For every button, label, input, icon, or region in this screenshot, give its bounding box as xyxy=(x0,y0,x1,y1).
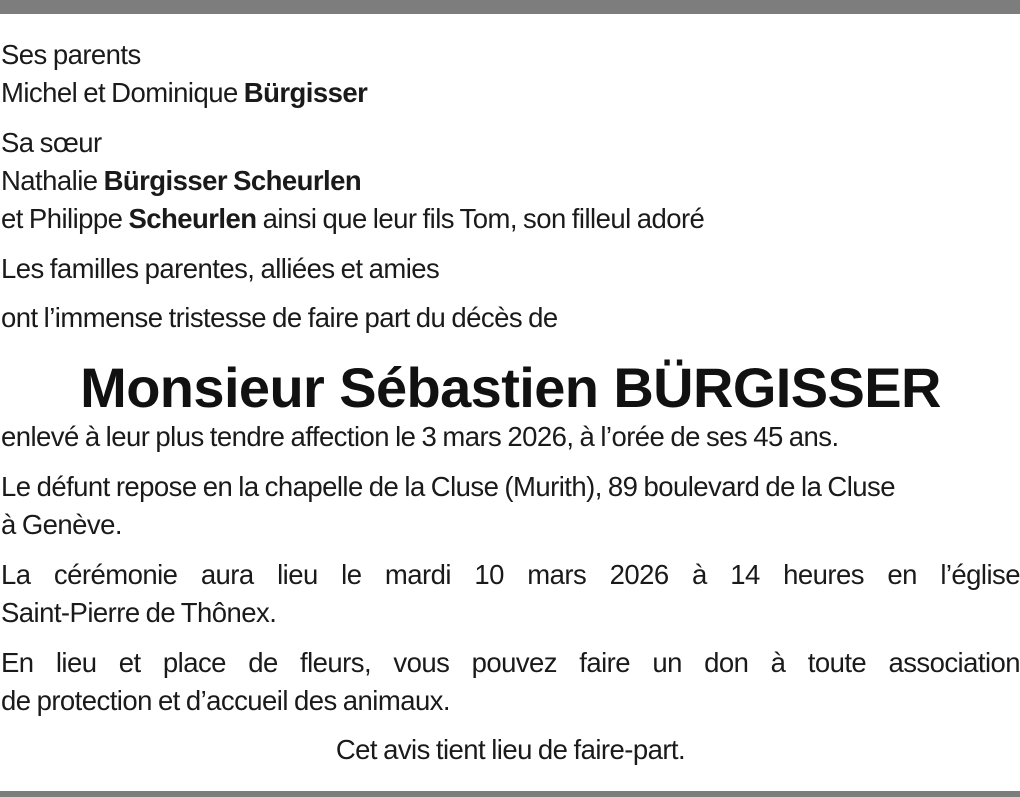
parents-block xyxy=(1,36,1020,112)
sister-surname: Bürgisser Scheurlen xyxy=(103,165,362,196)
brother-in-law-surname: Scheurlen xyxy=(128,203,257,234)
donation-line-1: En lieu et place de fleurs, vous pouvez faire un don à toute association xyxy=(1,647,1020,678)
sister-line xyxy=(1,162,1020,200)
repose-line-2: à Genève. xyxy=(1,509,122,540)
ceremony-line-1: La cérémonie aura lieu le mardi 10 mars 2026 à 14 heures en l’église xyxy=(1,559,1020,590)
passing-text: enlevé à leur plus tendre affection le 3 mars 2026, à l’orée de ses 45 ans. xyxy=(1,421,839,452)
obituary-notice xyxy=(1,36,1020,769)
sister-intro: Sa sœur xyxy=(1,127,102,158)
brother-in-law-post: ainsi que leur fils Tom, son filleul adoré xyxy=(262,203,705,234)
top-rule xyxy=(0,0,1020,14)
ceremony-paragraph xyxy=(1,556,1020,632)
extended-families xyxy=(1,250,1020,288)
ceremony-line-2: Saint-Pierre de Thônex. xyxy=(1,597,277,628)
donation-paragraph xyxy=(1,644,1020,720)
announcement xyxy=(1,299,1020,337)
repose-line-1: Le défunt repose en la chapelle de la Cluse (Murith), 89 boulevard de la Cluse xyxy=(1,471,895,502)
deceased-name: Monsieur Sébastien BÜRGISSER xyxy=(80,356,941,419)
passing-paragraph xyxy=(1,418,1020,456)
bottom-rule xyxy=(0,791,1020,797)
sister-first-name: Nathalie xyxy=(1,165,98,196)
closing-note: Cet avis tient lieu de faire-part. xyxy=(335,734,686,765)
parents-names: Michel et Dominique xyxy=(1,77,238,108)
parents-intro: Ses parents xyxy=(1,39,141,70)
extended-families-text: Les familles parentes, alliées et amies xyxy=(1,253,440,284)
parents-surname: Bürgisser xyxy=(243,77,368,108)
announcement-text: ont l’immense tristesse de faire part du décès de xyxy=(1,302,558,333)
repose-paragraph xyxy=(1,468,1020,544)
brother-in-law-line xyxy=(1,200,1020,238)
sister-block xyxy=(1,124,1020,238)
donation-line-2: de protection et d’accueil des animaux. xyxy=(1,685,450,716)
parents-line xyxy=(1,74,1020,112)
brother-in-law-name: et Philippe xyxy=(1,203,123,234)
